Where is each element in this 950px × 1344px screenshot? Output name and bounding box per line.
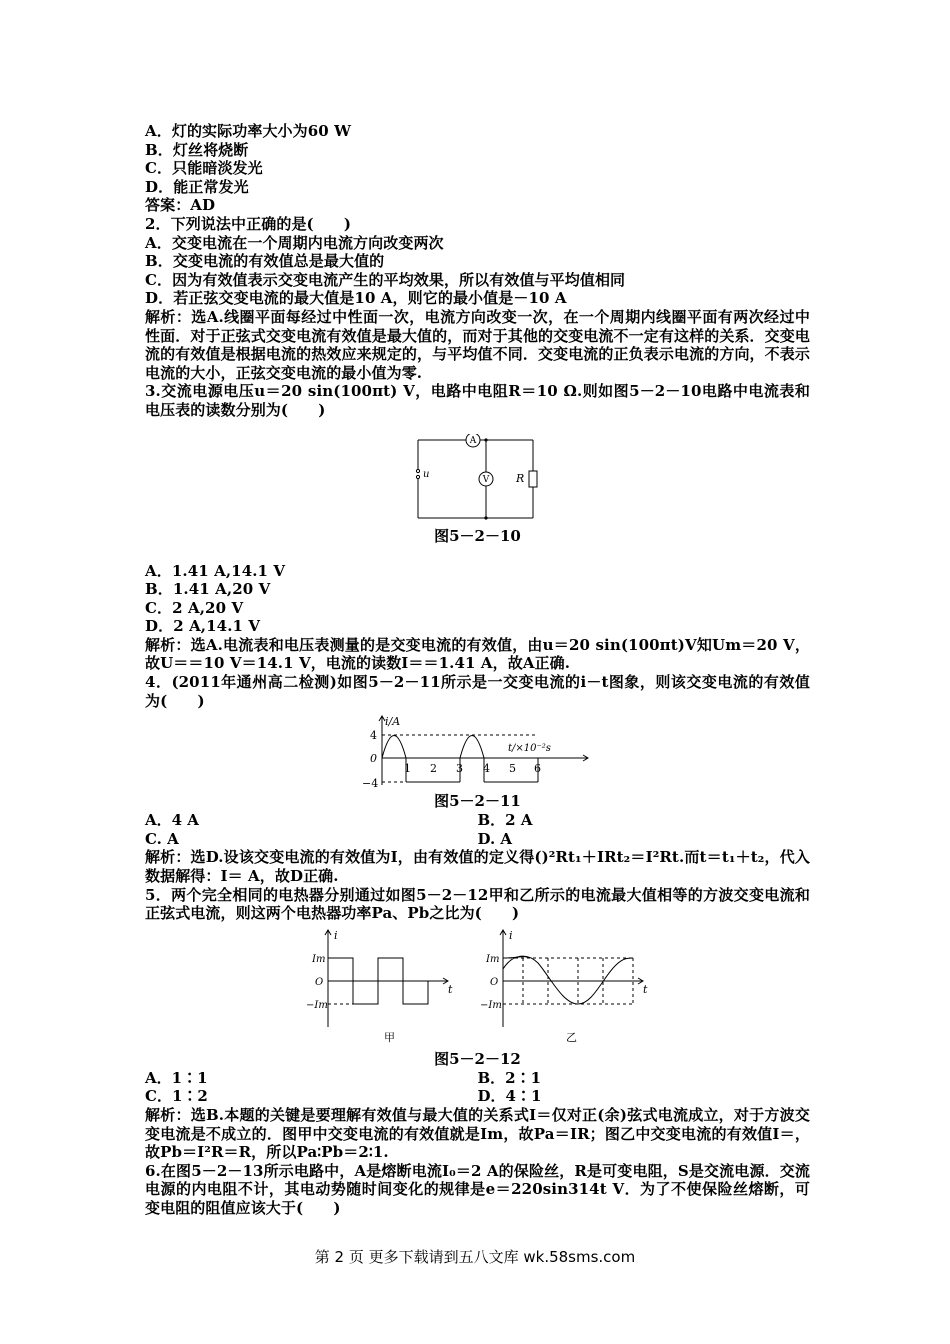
q1-option-d: D．能正常发光 xyxy=(145,177,249,196)
figure-caption-5-2-10: 图5－2－10 xyxy=(434,526,521,545)
it-ylabel: i/A xyxy=(384,715,400,729)
q5-stem: 5．两个完全相同的电热器分别通过如图5－2－12甲和乙所示的电流最大值相等的方波交变电流和正弦式电流，则这两个电热器功率Pa、Pb之比为( ) xyxy=(145,885,810,923)
q2-option-c: C．因为有效值表示交变电流产生的平均效果，所以有效值与平均值相同 xyxy=(145,270,626,289)
square-ylabel: i xyxy=(333,928,338,942)
q4-analysis: 解析：选D.设该交变电流的有效值为I，由有效值的定义得()²Rt₁＋IRt₂＝I²Rt.而t＝t₁＋t₂，代入数据解得：I＝ A，故D正确. xyxy=(145,848,810,886)
voltmeter-label: V xyxy=(482,474,489,485)
q5-analysis: 解析：选B.本题的关键是要理解有效值与最大值的关系式I＝仅对正(余)弦式电流成立，对于方波交变电流是不成立的．图甲中交变电流的有效值就是Im，故Pa＝IR；图乙中交变电流的有效值I＝，故Pb＝I²R＝R，所以Pa∶Pb＝2∶1. xyxy=(145,1106,810,1162)
q3-option-c: C．2 A,20 V xyxy=(145,598,244,617)
it-xlabel: t/×10⁻²s xyxy=(507,743,551,755)
it-ytick-4: 4 xyxy=(369,729,377,743)
it-xtick-4: 4 xyxy=(482,762,490,776)
sine-im-label: Im xyxy=(485,953,499,965)
circuit-figure-5-2-10 xyxy=(408,434,548,524)
q1-option-b: B．灯丝将烧断 xyxy=(145,140,249,159)
q4-stem: 4．(2011年通州高二检测)如图5－2－11所示是一交变电流的i－t图象，则该交变电流的有效值为( ) xyxy=(145,673,810,710)
page-content xyxy=(145,122,810,1218)
q5-option-a: A．1∶1 xyxy=(145,1068,208,1087)
q5-option-c: C．1∶2 xyxy=(145,1087,208,1106)
sine-zero-label: O xyxy=(489,976,498,988)
figure-caption-5-2-12: 图5－2－12 xyxy=(434,1049,521,1068)
q2-stem: 2．下列说法中正确的是( ) xyxy=(145,214,352,233)
q4-option-a: A．4 A xyxy=(145,811,199,830)
q4-option-b: B．2 A xyxy=(477,811,533,830)
q3-analysis: 解析：选A.电流表和电压表测量的是交变电流的有效值，由u＝20 sin(100πt)V知Um＝20 V，故U＝＝10 V＝14.1 V，电流的读数I＝＝1.41 A，故A正确. xyxy=(145,635,810,673)
q6-stem: 6.在图5－2－13所示电路中，A是熔断电流I₀＝2 A的保险丝，R是可变电阻，S是交流电源．交流电源的内电阻不计，其电动势随时间变化的规律是e＝220sin314t V．为了不使保险丝熔断，可变电阻的阻值应该大于( ) xyxy=(145,1161,810,1217)
waveforms-figure-5-2-12 xyxy=(298,927,658,1047)
q2-analysis: 解析：选A.线圈平面每经过中性面一次，电流方向改变一次，在一个周期内线圈平面有两次经过中性面．对于正弦式交变电流有效值是最大值的，而对于其他的交变电流不一定有这样的关系．交变电流的有效值是根据电流的热效应来规定的，与平均值不同．交变电流的正负表示电流的方向，不表示电流的大小，正弦交变电流的最小值为零. xyxy=(145,307,810,382)
q3-option-a: A．1.41 A,14.1 V xyxy=(145,561,286,580)
q3-option-b: B．1.41 A,20 V xyxy=(145,580,271,599)
it-graph-5-2-11 xyxy=(358,713,598,791)
figure-caption-5-2-11: 图5－2－11 xyxy=(434,792,521,811)
q3-option-d: D．2 A,14.1 V xyxy=(145,617,261,636)
source-label: u xyxy=(422,468,429,480)
resistor-label: R xyxy=(515,471,524,485)
it-xtick-2: 2 xyxy=(429,762,437,776)
sine-neg-label: −Im xyxy=(479,999,502,1011)
it-xtick-5: 5 xyxy=(508,762,516,776)
q4-option-d: D. A xyxy=(477,829,513,848)
sine-ylabel: i xyxy=(508,928,513,942)
q3-stem: 3.交流电源电压u＝20 sin(100πt) V，电路中电阻R＝10 Ω.则如图5－2－10电路中电流表和电压表的读数分别为( ) xyxy=(145,382,810,419)
q4-option-c: C. A xyxy=(145,829,179,848)
square-neg-label: −Im xyxy=(305,999,328,1011)
it-xtick-1: 1 xyxy=(403,762,411,776)
q1-option-c: C．只能暗淡发光 xyxy=(145,159,263,178)
sine-name: 乙 xyxy=(565,1030,577,1044)
it-xtick-6: 6 xyxy=(533,762,541,776)
sine-xlabel: t xyxy=(642,982,647,996)
it-ytick-0: 0 xyxy=(369,752,377,766)
q1-answer: 答案：AD xyxy=(145,196,216,215)
it-xtick-3: 3 xyxy=(455,762,463,776)
page-footer: 第 2 页 更多下载请到五八文库 wk.58sms.com xyxy=(314,1248,636,1266)
square-xlabel: t xyxy=(447,982,452,996)
q5-option-d: D．4∶1 xyxy=(477,1087,542,1106)
q5-option-b: B．2∶1 xyxy=(477,1068,542,1087)
square-zero-label: O xyxy=(314,976,323,988)
square-name: 甲 xyxy=(383,1030,395,1044)
q2-option-d: D．若正弦交变电流的最大值是10 A，则它的最小值是－10 A xyxy=(145,289,567,308)
q2-option-a: A．交变电流在一个周期内电流方向改变两次 xyxy=(145,233,444,252)
q1-option-a: A．灯的实际功率大小为60 W xyxy=(145,122,352,140)
square-im-label: Im xyxy=(311,953,325,965)
q2-option-b: B．交变电流的有效值总是最大值的 xyxy=(145,252,385,271)
ammeter-label: A xyxy=(469,435,476,446)
it-ytick-neg4: −4 xyxy=(361,777,378,791)
